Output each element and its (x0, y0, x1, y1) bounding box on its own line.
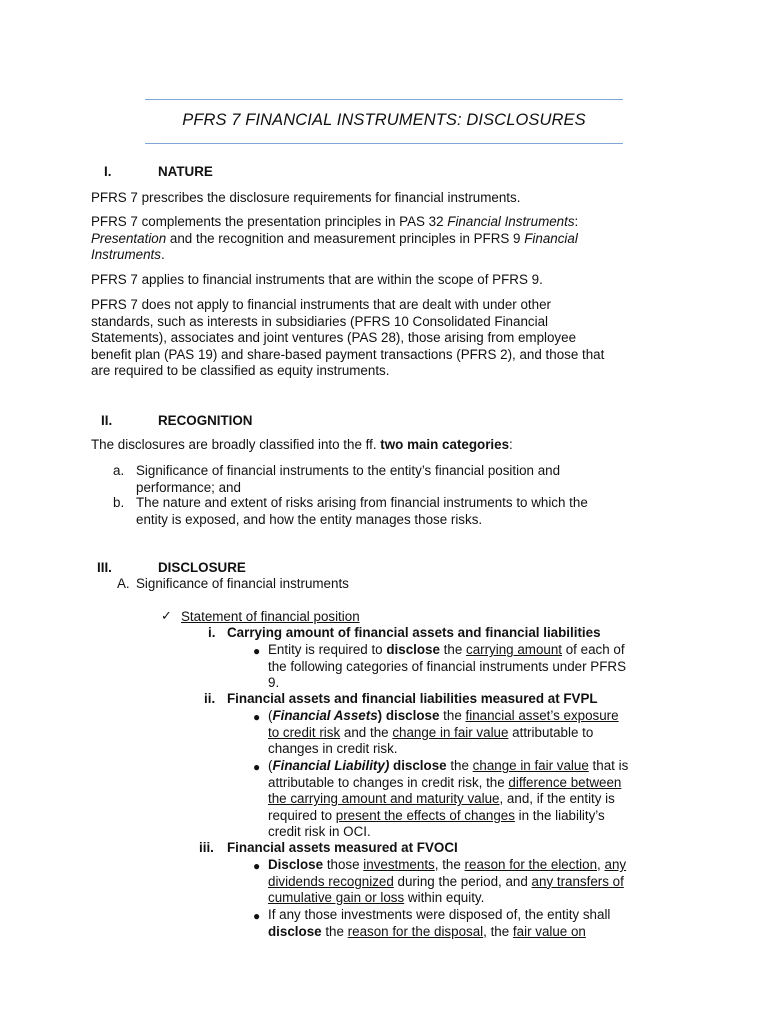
section-3-number: III. (97, 560, 112, 575)
nature-paragraph-1: PFRS 7 prescribes the disclosure requirements for financial instruments. (91, 190, 521, 205)
bullet-icon: ● (253, 859, 261, 873)
statement-financial-position-heading: Statement of financial position (181, 609, 360, 624)
item-i-marker: i. (208, 625, 216, 640)
section-1-number: I. (104, 164, 112, 179)
category-item-b: The nature and extent of risks arising from financial instruments to which the entity is exposed, and how the entity manages those risks. (136, 495, 588, 527)
item-iii-bullet-2: If any those investments were disposed of, the entity shall disclose the reason for the disposal, the fair value on (268, 907, 611, 939)
item-ii-bullet-2: (Financial Liability) disclose the change in fair value that is attributable to changes in credit risk, the difference between the carrying amount and maturity value, and, if the entity is required to present the effects of changes in the liability’s credit risk in OCI. (268, 758, 629, 839)
section-1-heading: NATURE (158, 164, 213, 179)
recognition-intro: The disclosures are broadly classified into the ff. two main categories: (91, 437, 513, 452)
subsection-marker-a: A. (117, 576, 130, 591)
item-ii-heading: Financial assets and financial liabilities measured at FVPL (227, 691, 598, 706)
item-ii-bullet-1: (Financial Assets) disclose the financial asset’s exposure to credit risk and the change in fair value attributable to changes in credit risk. (268, 708, 619, 756)
item-iii-heading: Financial assets measured at FVOCI (227, 840, 458, 855)
item-i-heading: Carrying amount of financial assets and financial liabilities (227, 625, 601, 640)
list-marker-a: a. (113, 463, 125, 478)
title-rule-top (145, 99, 623, 100)
subsection-a-title: Significance of financial instruments (136, 576, 349, 591)
bullet-icon: ● (253, 710, 261, 724)
checkmark-icon: ✓ (161, 608, 172, 623)
section-2-heading: RECOGNITION (158, 413, 253, 428)
item-iii-marker: iii. (199, 840, 214, 855)
section-2-number: II. (101, 413, 113, 428)
bullet-icon: ● (253, 760, 261, 774)
nature-paragraph-4: PFRS 7 does not apply to financial instruments that are dealt with under other standards, such as interests in subsidiaries (PFRS 10 Consolidated Financial Statements), associates and joint ventures (PAS 28), those arising from employee benefit plan (PAS 19) and share-based payment transactions (PFRS 2), and those that are required to be classified as equity instruments. (91, 297, 605, 378)
section-3-heading: DISCLOSURE (158, 560, 246, 575)
item-ii-marker: ii. (204, 691, 216, 706)
nature-paragraph-2: PFRS 7 complements the presentation principles in PAS 32 Financial Instruments: Presentation and the recognition and measurement principles in PFRS 9 Financial Instruments. (91, 214, 579, 262)
nature-paragraph-3: PFRS 7 applies to financial instruments that are within the scope of PFRS 9. (91, 272, 543, 287)
title-rule-bottom (145, 143, 623, 144)
list-marker-b: b. (113, 495, 125, 510)
item-i-bullet-1: Entity is required to disclose the carrying amount of each of the following categories of financial instruments under PFRS 9. (268, 642, 627, 690)
item-iii-bullet-1: Disclose those investments, the reason for the election, any dividends recognized during the period, and any transfers of cumulative gain or loss within equity. (268, 857, 627, 905)
category-item-a: Significance of financial instruments to the entity’s financial position and performance; and (136, 463, 561, 495)
bullet-icon: ● (253, 644, 261, 658)
bullet-icon: ● (253, 909, 261, 923)
document-title: PFRS 7 FINANCIAL INSTRUMENTS: DISCLOSURES (182, 111, 586, 129)
